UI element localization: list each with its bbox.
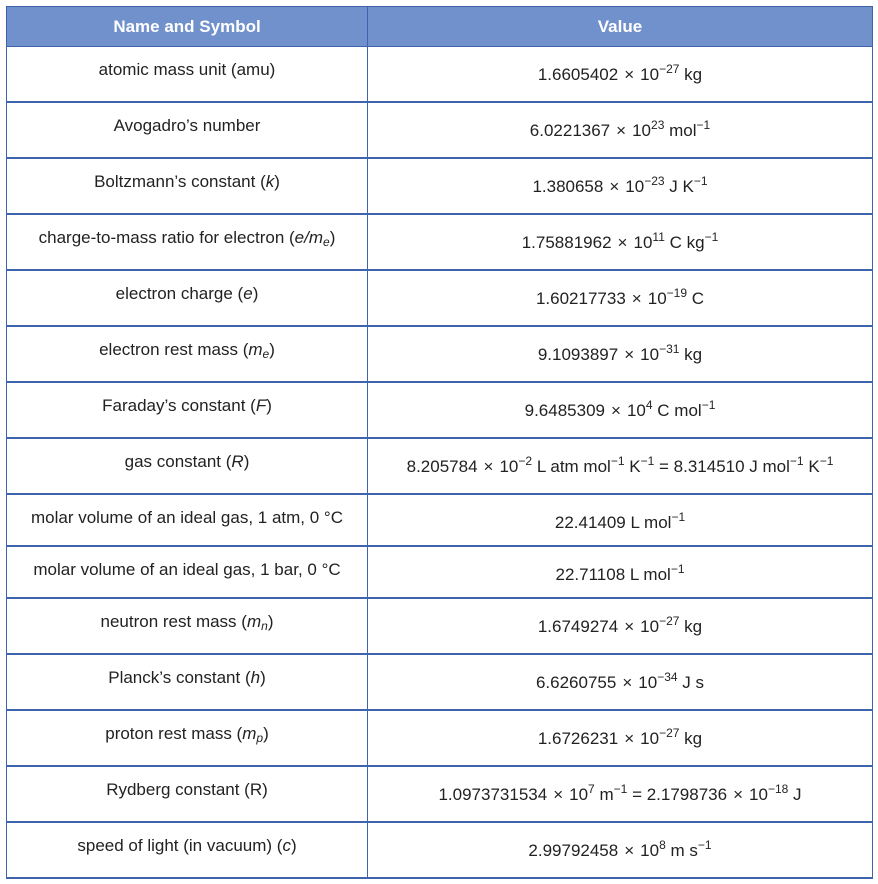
constant-value [368,382,873,438]
table-row [7,598,873,654]
value-unit-exponent: −1 [789,454,804,468]
constant-name [7,494,368,546]
value-exponent: −2 [518,454,533,468]
value-exponent: −23 [644,174,665,188]
name-text: Planck’s constant ( [108,668,251,687]
name-symbol: k [265,172,275,191]
value-mantissa: 1.0973731534 [438,785,548,804]
value-exponent: 23 [651,118,665,132]
table-row [7,494,873,546]
times-sign: × [553,785,564,804]
table-row [7,654,873,710]
name-symbol: m [242,724,257,743]
name-text: neutron rest mass ( [100,612,247,631]
value-exponent: 8 [659,838,666,852]
constant-name [7,47,368,103]
value-base: 10 [640,345,660,364]
table-row [7,47,873,103]
value-exponent: −27 [659,62,680,76]
value-mantissa: 1.60217733 [535,289,626,308]
table-row [7,438,873,494]
name-symbol: m [246,612,262,631]
name-symbol: e/m [294,228,324,247]
constant-value [368,47,873,103]
value-mantissa: 6.0221367 [529,121,611,140]
value-unit: L atm mol [536,457,611,476]
constant-name [7,158,368,214]
value-base: 10 [640,729,660,748]
value-unit: kg [684,729,703,748]
value-mantissa: 8.205784 [406,457,478,476]
times-sign: × [611,401,621,420]
table-row [7,766,873,822]
value-mantissa: 1.6726231 [537,729,619,748]
times-sign: × [622,673,633,692]
value-exponent: −27 [659,614,680,628]
name-text: molar volume of an ideal gas, 1 atm, 0 °C [30,508,343,527]
value-text: 22.71108 L mol [555,565,671,584]
value-mantissa: 1.6749274 [537,617,619,636]
value-equivalent: = 8.314510 J mol [659,457,790,476]
value-exponent: −18 [767,782,789,796]
name-close: ) [252,284,259,303]
value-base: 10 [625,177,645,196]
constant-value [368,438,873,494]
value-unit-exponent: −1 [640,454,655,468]
constant-name [7,822,368,878]
constant-name [7,766,368,822]
value-unit-exponent: −1 [610,454,625,468]
value-exponent: 11 [652,230,665,244]
constant-name [7,382,368,438]
table-row [7,710,873,766]
name-close: ) [260,668,266,687]
value-unit: J s [682,673,705,692]
value-exponent: −34 [657,670,678,684]
name-subscript: e [262,347,270,361]
table-row [7,822,873,878]
value-unit-exponent: −1 [671,510,686,524]
value-exponent: −27 [659,726,680,740]
name-symbol: m [248,340,263,359]
table-row [7,546,873,598]
table-row [7,326,873,382]
value-unit: C [691,289,705,308]
times-sign: × [624,345,635,364]
table-row [7,270,873,326]
value-mantissa: 1.6605402 [537,65,619,84]
value-unit: J [793,785,802,804]
value-unit: kg [684,345,703,364]
value-mantissa: 9.6485309 [524,401,605,420]
name-close: ) [263,724,269,743]
value-unit: K [808,457,820,476]
value-mantissa: 1.380658 [532,177,604,196]
constant-value [368,546,873,598]
constant-value [368,214,873,270]
value-text: 22.41409 L mol [554,513,672,532]
constant-value [368,822,873,878]
constant-name [7,654,368,710]
name-text: molar volume of an ideal gas, 1 bar, 0 °C [33,560,341,579]
constant-name [7,326,368,382]
table-row [7,214,873,270]
name-subscript: n [261,619,268,633]
value-base: 10 [632,121,652,140]
value-unit: K [629,457,641,476]
name-symbol: F [255,396,267,415]
name-text: Rydberg constant (R) [106,780,268,799]
value-mantissa: 9.1093897 [537,345,619,364]
value-base: 10 [640,841,660,860]
name-close: ) [290,836,297,855]
name-text: charge-to-mass ratio for electron ( [38,228,295,247]
name-subscript: e [323,235,330,249]
times-sign: × [609,177,620,196]
name-close: ) [269,340,275,359]
value-unit-exponent: −1 [697,838,712,852]
value-base: 10 [626,401,646,420]
value-base: 10 [633,233,653,252]
constant-name [7,214,368,270]
value-unit: C mol [657,401,702,420]
value-unit: mol [669,121,697,140]
constant-name [7,102,368,158]
value-base: 10 [638,673,658,692]
times-sign: × [483,457,494,476]
constant-value [368,494,873,546]
constant-value [368,766,873,822]
constants-table [6,6,873,879]
name-text: Faraday’s constant ( [102,396,256,415]
value-unit-exponent: −1 [696,118,711,132]
value-base: 10 [499,457,519,476]
name-close: ) [266,396,272,415]
constant-name [7,710,368,766]
header-row [7,7,873,47]
constant-value [368,158,873,214]
constant-name [7,438,368,494]
value-base: 10 [640,65,660,84]
times-sign: × [624,617,635,636]
header-name-symbol: Name and Symbol [7,7,368,47]
constant-value [368,102,873,158]
name-close: ) [329,228,336,247]
name-text: Boltzmann’s constant ( [94,172,266,191]
value-mantissa: 2.99792458 [528,841,619,860]
value-unit: kg [684,65,703,84]
constant-value [368,598,873,654]
value-base: 10 [640,617,660,636]
constant-value [368,326,873,382]
name-text: electron charge ( [115,284,244,303]
constant-value [368,710,873,766]
name-close: ) [243,452,250,471]
value-unit: C kg [669,233,705,252]
table-row [7,158,873,214]
table-row [7,102,873,158]
value-exponent: 4 [645,398,653,412]
header-value: Value [368,7,873,47]
value-unit: kg [684,617,703,636]
name-text: gas constant ( [124,452,232,471]
constant-value [368,654,873,710]
name-text: electron rest mass ( [99,340,249,359]
constant-name [7,598,368,654]
value-equivalent: = 2.1798736 [632,785,728,804]
name-text: proton rest mass ( [105,724,243,743]
name-text: atomic mass unit (amu) [98,60,276,79]
value-mantissa: 1.75881962 [521,233,612,252]
name-close: ) [267,612,274,631]
constant-value [368,270,873,326]
name-subscript: p [256,731,264,745]
times-sign: × [616,121,627,140]
value-mantissa: 6.6260755 [535,673,617,692]
name-text: Avogadro’s number [113,116,261,135]
value-unit-exponent: −1 [819,454,834,468]
value-base: 10 [569,785,589,804]
value-unit-exponent: −1 [670,562,685,576]
times-sign: × [617,233,628,252]
name-symbol: R [231,452,244,471]
constant-name [7,270,368,326]
value-unit: J K [669,177,694,196]
value-base: 10 [749,785,768,804]
name-symbol: h [250,668,261,687]
value-unit: m [599,785,614,804]
times-sign: × [733,785,744,804]
name-text: speed of light (in vacuum) ( [77,836,283,855]
constant-name [7,546,368,598]
value-unit-exponent: −1 [701,398,716,412]
times-sign: × [631,289,642,308]
times-sign: × [624,841,635,860]
times-sign: × [624,65,635,84]
value-exponent: −19 [666,286,688,300]
name-close: ) [274,172,280,191]
value-exponent: 7 [588,782,595,796]
table-row [7,382,873,438]
value-unit: m s [670,841,698,860]
value-unit-exponent: −1 [693,174,708,188]
value-unit-exponent: −1 [704,230,719,244]
value-exponent: −31 [659,342,680,356]
name-symbol: e [243,284,253,303]
times-sign: × [624,729,635,748]
value-unit-exponent: −1 [613,782,628,796]
name-symbol: c [282,836,291,855]
value-base: 10 [647,289,667,308]
